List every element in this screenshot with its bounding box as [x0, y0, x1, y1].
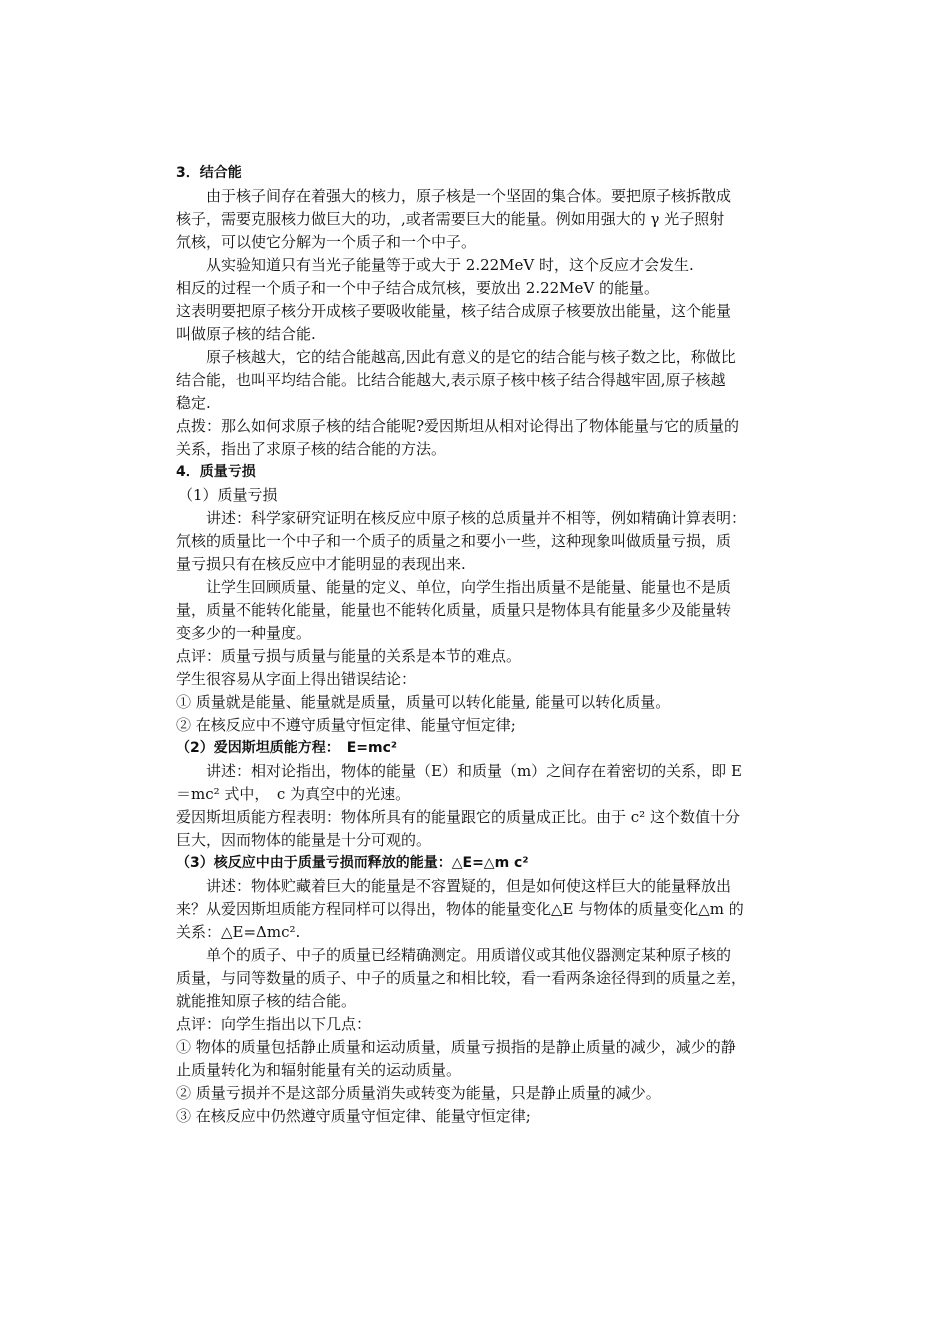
section-heading: 3．结合能 — [176, 165, 242, 181]
text-line: 关系：△E=Δmc². — [176, 923, 301, 941]
text-line: 来？从爱因斯坦质能方程同样可以得出，物体的能量变化△E 与物体的质量变化△m 的 — [176, 900, 744, 918]
text-line: 点拨：那么如何求原子核的结合能呢?爱因斯坦从相对论得出了物体能量与它的质量的 — [176, 417, 740, 435]
text-line: 就能推知原子核的结合能。 — [176, 992, 357, 1010]
text-line: 变多少的一种量度。 — [176, 624, 312, 642]
paragraph-start-line: 讲述：物体贮藏着巨大的能量是不容置疑的，但是如何使这样巨大的能量释放出 — [206, 877, 732, 895]
text-line: ＝mc² 式中， c 为真空中的光速。 — [176, 785, 411, 803]
text-line: 点评：质量亏损与质量与能量的关系是本节的难点。 — [176, 647, 522, 665]
paragraph-start-line: 原子核越大，它的结合能越高,因此有意义的是它的结合能与核子数之比，称做比 — [206, 348, 736, 366]
subsection-heading: （2）爱因斯坦质能方程： E=mc² — [176, 740, 398, 756]
text-line: 相反的过程一个质子和一个中子结合成氘核，要放出 2.22MeV 的能量。 — [176, 279, 660, 297]
text-line: 量，质量不能转化能量，能量也不能转化质量，质量只是物体具有能量多少及能量转 — [176, 601, 732, 619]
subsection-label: （1）质量亏损 — [178, 486, 278, 504]
text-line: ② 质量亏损并不是这部分质量消失或转变为能量，只是静止质量的减少。 — [176, 1084, 661, 1102]
text-line: 氘核，可以使它分解为一个质子和一个中子。 — [176, 233, 477, 251]
text-line: 稳定. — [176, 394, 211, 412]
paragraph-start-line: 由于核子间存在着强大的核力，原子核是一个坚固的集合体。要把原子核拆散成 — [206, 187, 732, 205]
text-line: 叫做原子核的结合能. — [176, 325, 316, 343]
text-line: 巨大，因而物体的能量是十分可观的。 — [176, 831, 432, 849]
text-line: 点评：向学生指出以下几点： — [176, 1015, 372, 1033]
text-line: ① 物体的质量包括静止质量和运动质量，质量亏损指的是静止质量的减少，减少的静 — [176, 1038, 736, 1056]
paragraph-start-line: 单个的质子、中子的质量已经精确测定。用质谱仪或其他仪器测定某种原子核的 — [206, 946, 732, 964]
text-line: 关系，指出了求原子核的结合能的方法。 — [176, 440, 447, 458]
text-line: 结合能，也叫平均结合能。比结合能越大,表示原子核中核子结合得越牢固,原子核越 — [176, 371, 726, 389]
text-line: 氘核的质量比一个中子和一个质子的质量之和要小一些，这种现象叫做质量亏损，质 — [176, 532, 732, 550]
text-line: 量亏损只有在核反应中才能明显的表现出来. — [176, 555, 466, 573]
text-line: ③ 在核反应中仍然遵守质量守恒定律、能量守恒定律; — [176, 1107, 531, 1125]
text-line: 这表明要把原子核分开成核子要吸收能量，核子结合成原子核要放出能量，这个能量 — [176, 302, 732, 320]
paragraph-start-line: 从实验知道只有当光子能量等于或大于 2.22MeV 时，这个反应才会发生. — [206, 256, 694, 274]
text-line: ② 在核反应中不遵守质量守恒定律、能量守恒定律; — [176, 716, 516, 734]
text-line: 学生很容易从字面上得出错误结论： — [176, 670, 417, 688]
paragraph-start-line: 讲述：相对论指出，物体的能量（E）和质量（m）之间存在着密切的关系，即 E — [206, 762, 742, 780]
text-line: 止质量转化为和辐射能量有关的运动质量。 — [176, 1061, 462, 1079]
text-line: 爱因斯坦质能方程表明：物体所具有的能量跟它的质量成正比。由于 c² 这个数值十分 — [176, 808, 740, 826]
paragraph-start-line: 讲述：科学家研究证明在核反应中原子核的总质量并不相等，例如精确计算表明： — [206, 509, 747, 527]
section-heading: 4．质量亏损 — [176, 464, 256, 480]
document-body — [176, 162, 816, 1128]
text-line: 核子，需要克服核力做巨大的功，,或者需要巨大的能量。例如用强大的 γ 光子照射 — [176, 210, 725, 228]
text-line: ① 质量就是能量、能量就是质量，质量可以转化能量, 能量可以转化质量。 — [176, 693, 671, 711]
subsection-heading: （3）核反应中由于质量亏损而释放的能量：△E=△m c² — [176, 855, 529, 871]
text-line: 质量，与同等数量的质子、中子的质量之和相比较，看一看两条途径得到的质量之差， — [176, 969, 747, 987]
paragraph-start-line: 让学生回顾质量、能量的定义、单位，向学生指出质量不是能量、能量也不是质 — [206, 578, 732, 596]
